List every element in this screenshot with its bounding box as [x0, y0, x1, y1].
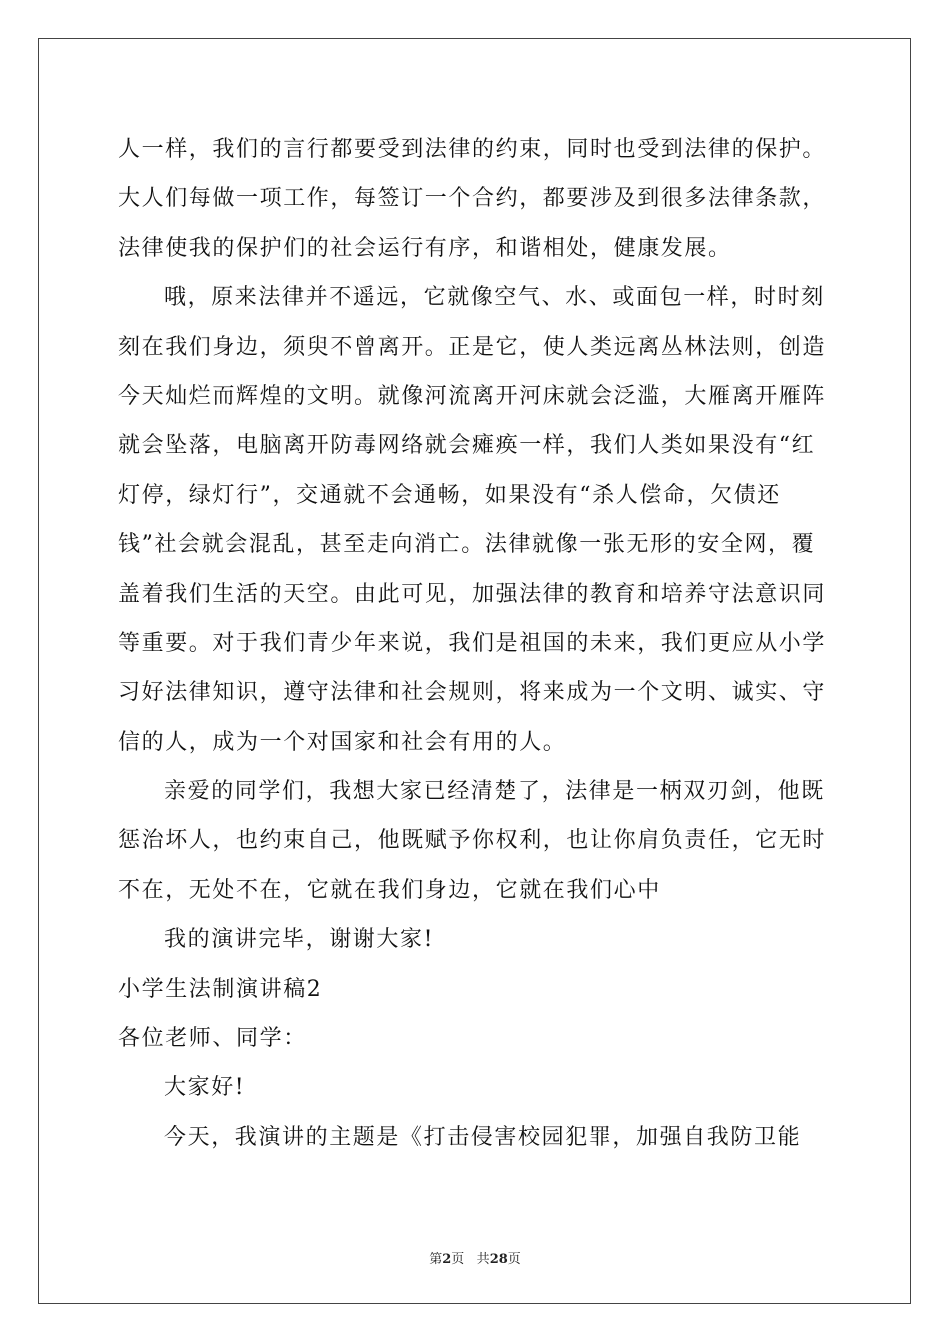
paragraph-start-line: 哦，原来法律并不遥远，它就像空气、水、或面包一样，时时刻: [164, 285, 825, 311]
text-line: 信的人，成为一个对国家和社会有用的人。: [118, 729, 567, 755]
paragraph-start-line: 今天，我演讲的主题是《打击侵害校园犯罪，加强自我防卫能: [164, 1124, 802, 1150]
text-line: 灯停，绿灯行”，交通就不会通畅，如果没有“杀人偿命，欠债还: [118, 482, 781, 508]
page-footer: [0, 1248, 950, 1267]
text-line: 盖着我们生活的天空。由此可见，加强法律的教育和培养守法意识同: [118, 581, 827, 607]
text-line: 惩治坏人，也约束自己，他既赋予你权利，也让你肩负责任，它无时: [118, 828, 827, 854]
total-suffix: 页: [507, 1252, 521, 1267]
page-suffix: 页: [451, 1252, 465, 1267]
document-body: [118, 125, 838, 1162]
text-line: 人一样，我们的言行都要受到法律的约束，同时也受到法律的保护。: [118, 137, 827, 162]
text-line: 等重要。对于我们青少年来说，我们是祖国的未来，我们更应从小学: [118, 630, 827, 656]
text-line: 今天灿烂而辉煌的文明。就像河流离开河床就会泛滥，大雁离开雁阵: [118, 383, 827, 409]
total-pages: 28: [489, 1252, 508, 1267]
text-line: 刻在我们身边，须臾不曾离开。正是它，使人类远离丛林法则，创造: [118, 334, 827, 360]
text-line: 不在，无处不在，它就在我们身边，它就在我们心中: [118, 877, 661, 903]
total-prefix: 共: [476, 1252, 490, 1267]
paragraph-start-line: 亲爱的同学们，我想大家已经清楚了，法律是一柄双刃剑，他既: [164, 779, 825, 805]
page-prefix: 第: [429, 1252, 443, 1267]
text-line: 法律使我的保护们的社会运行有序，和谐相处，健康发展。: [118, 235, 732, 261]
section-title: 小学生法制演讲稿2: [118, 976, 323, 1002]
greeting: 大家好!: [164, 1075, 246, 1101]
text-line: 大人们每做一项工作，每签订一个合约，都要涉及到很多法律条款，: [118, 186, 827, 212]
text-line: 钱”社会就会混乱，甚至走向消亡。法律就像一张无形的安全网，覆: [118, 532, 816, 558]
salutation: 各位老师、同学：: [118, 1026, 307, 1052]
text-line: 习好法律知识，遵守法律和社会规则，将来成为一个文明、诚实、守: [118, 680, 827, 706]
text-line: 就会坠落，电脑离开防毒网络就会瘫痪一样，我们人类如果没有“红: [118, 433, 816, 459]
paragraph-start-line: 我的演讲完毕，谢谢大家!: [164, 927, 435, 953]
page-number: 2: [442, 1252, 452, 1267]
